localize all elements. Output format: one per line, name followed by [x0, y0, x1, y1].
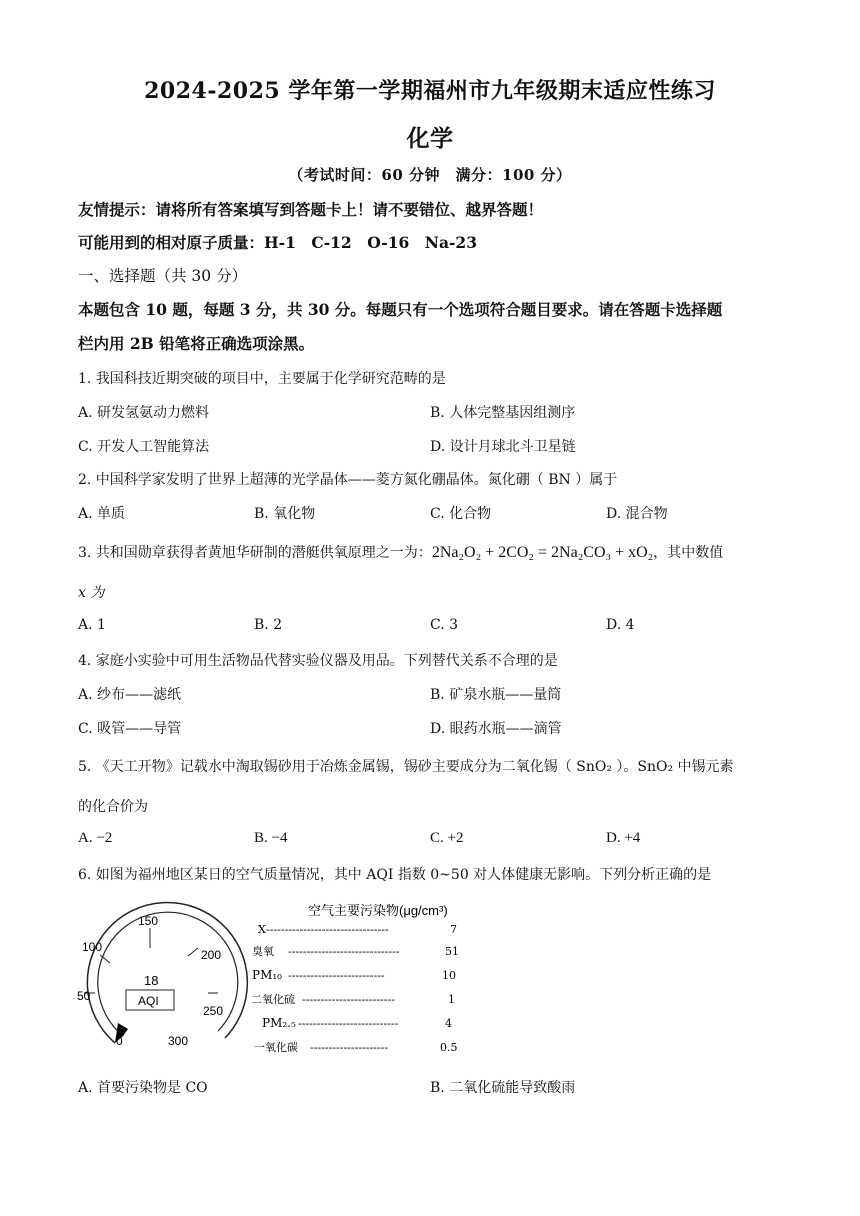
- question-5-option-d: D. +4: [606, 830, 641, 846]
- question-6-option-a: A. 首要污染物是 CO: [78, 1080, 208, 1096]
- pollutant-row: [252, 944, 459, 958]
- pollutant-dashes: ---------------------: [310, 1041, 389, 1054]
- pollutant-name: 臭氧: [252, 945, 274, 958]
- pollutant-name: 二氧化硫: [251, 993, 295, 1006]
- question-4-option-b: B. 矿泉水瓶——量筒: [430, 687, 562, 703]
- section-instruction-2: 栏内用 2B 铅笔将正确选项涂黑。: [78, 334, 315, 353]
- pollutant-dashes: --------------------------: [288, 969, 385, 982]
- pollutant-value: 0.5: [440, 1041, 458, 1054]
- pollutant-value: 10: [442, 969, 456, 982]
- question-4-option-d: D. 眼药水瓶——滴管: [430, 721, 562, 737]
- pollutant-dashes: ---------------------------: [298, 1017, 399, 1030]
- question-2-option-b: B. 氧化物: [254, 506, 316, 522]
- question-5-stem-line2: 的化合价为: [78, 799, 148, 815]
- question-2-option-d: D. 混合物: [606, 506, 668, 522]
- aqi-label: AQI: [138, 994, 159, 1008]
- gauge-outer-arc: [87, 903, 247, 1043]
- pollutant-row: [252, 968, 456, 982]
- subject-title: 化学: [406, 125, 454, 152]
- question-3-option-b: B. 2: [254, 617, 283, 633]
- air-quality-figure: [70, 893, 490, 1068]
- question-5-stem-line1: 5. 《天工开物》记载水中淘取锡砂用于冶炼金属锡，锡砂主要成分为二氧化锡（ SnO₂ ）。SnO₂ 中锡元素: [78, 759, 734, 775]
- question-2-option-a: A. 单质: [78, 506, 126, 522]
- question-3-option-c: C. 3: [430, 617, 459, 633]
- aqi-gauge: [77, 903, 247, 1048]
- aqi-value: 18: [144, 973, 159, 988]
- question-1-option-d: D. 设计月球北斗卫星链: [430, 439, 576, 455]
- question-3-stem: [78, 542, 723, 562]
- gauge-tick-label: 0: [116, 1034, 123, 1048]
- question-6-option-b: B. 二氧化硫能导致酸雨: [430, 1080, 576, 1096]
- pollutant-row: [251, 992, 455, 1006]
- gauge-tick: [188, 948, 198, 956]
- question-3-stem-part1: 3. 共和国勋章获得者黄旭华研制的潜艇供氧原理之一为：: [78, 545, 432, 561]
- gauge-tick-label: 300: [168, 1034, 189, 1048]
- question-5-option-a: A. −2: [78, 830, 113, 846]
- pollutant-name: PM₂.₅: [262, 1016, 296, 1030]
- section-instruction-1: 本题包含 10 题，每题 3 分，共 30 分。每题只有一个选项符合题目要求。请在答题卡选择题: [78, 300, 723, 319]
- question-4-stem: 4. 家庭小实验中可用生活物品代替实验仪器及用品。下列替代关系不合理的是: [78, 653, 558, 669]
- question-5-option-b: B. −4: [254, 830, 288, 846]
- gauge-tick-label: 250: [203, 1004, 224, 1018]
- friendly-tip: 友情提示：请将所有答案填写到答题卡上！请不要错位、越界答题！: [78, 200, 544, 219]
- question-5-option-c: C. +2: [430, 830, 464, 846]
- question-2-option-c: C. 化合物: [430, 506, 492, 522]
- pollutant-row: [258, 923, 457, 936]
- question-3-stem-line2: x 为: [78, 585, 105, 601]
- pollutant-table-title: 空气主要污染物(μg/cm³): [308, 903, 448, 918]
- question-2-stem: 2. 中国科学家发明了世界上超薄的光学晶体——菱方氮化硼晶体。氮化硼（ BN ）属于: [78, 472, 618, 488]
- pollutant-dashes: ------------------------------: [288, 945, 400, 958]
- section-heading: 一、选择题（共 30 分）: [78, 267, 248, 285]
- question-3-stem-part2: ，其中数值: [653, 545, 724, 561]
- exam-title: 2024-2025 学年第一学期福州市九年级期末适应性练习: [144, 78, 716, 104]
- question-1-stem: 1. 我国科技近期突破的项目中，主要属于化学研究范畴的是: [78, 371, 446, 387]
- gauge-tick-label: 200: [201, 948, 222, 962]
- pollutant-row: [254, 1040, 458, 1054]
- gauge-tick-label: 100: [82, 940, 103, 954]
- pollutant-row: [262, 1016, 452, 1030]
- pollutant-name: X: [258, 923, 266, 936]
- pollutant-dashes: -------------------------: [302, 993, 395, 1006]
- gauge-tick-label: 50: [77, 989, 91, 1003]
- question-3-equation: 2Na₂O₂ + 2CO₂ = 2Na₂CO₃ + xO₂: [431, 544, 654, 561]
- question-4-option-c: C. 吸管——导管: [78, 721, 182, 737]
- pollutant-dashes: ---------------------------------: [266, 923, 389, 936]
- question-6-stem: 6. 如图为福州地区某日的空气质量情况，其中 AQI 指数 0~50 对人体健康无影响。下列分析正确的是: [78, 867, 712, 883]
- pollutant-value: 51: [445, 945, 459, 958]
- pollutant-name: 一氧化碳: [254, 1041, 298, 1054]
- pollutant-value: 7: [450, 923, 457, 936]
- pollutant-value: 1: [448, 993, 455, 1006]
- question-4-option-a: A. 纱布——滤纸: [78, 687, 182, 703]
- question-1-option-a: A. 研发氢氨动力燃料: [78, 405, 210, 421]
- pollutant-table: [251, 903, 459, 1054]
- atomic-mass-note: 可能用到的相对原子质量：H-1 C-12 O-16 Na-23: [78, 233, 477, 252]
- pollutant-value: 4: [445, 1017, 452, 1030]
- question-3-option-d: D. 4: [606, 617, 635, 633]
- question-3-option-a: A. 1: [78, 617, 106, 633]
- gauge-tick-label: 150: [138, 914, 159, 928]
- question-1-option-c: C. 开发人工智能算法: [78, 439, 210, 455]
- aqi-gauge-figure: [70, 893, 490, 1068]
- pollutant-name: PM₁₀: [252, 968, 282, 982]
- exam-info: （考试时间：60 分钟 满分：100 分）: [288, 166, 572, 184]
- question-1-option-b: B. 人体完整基因组测序: [430, 405, 576, 421]
